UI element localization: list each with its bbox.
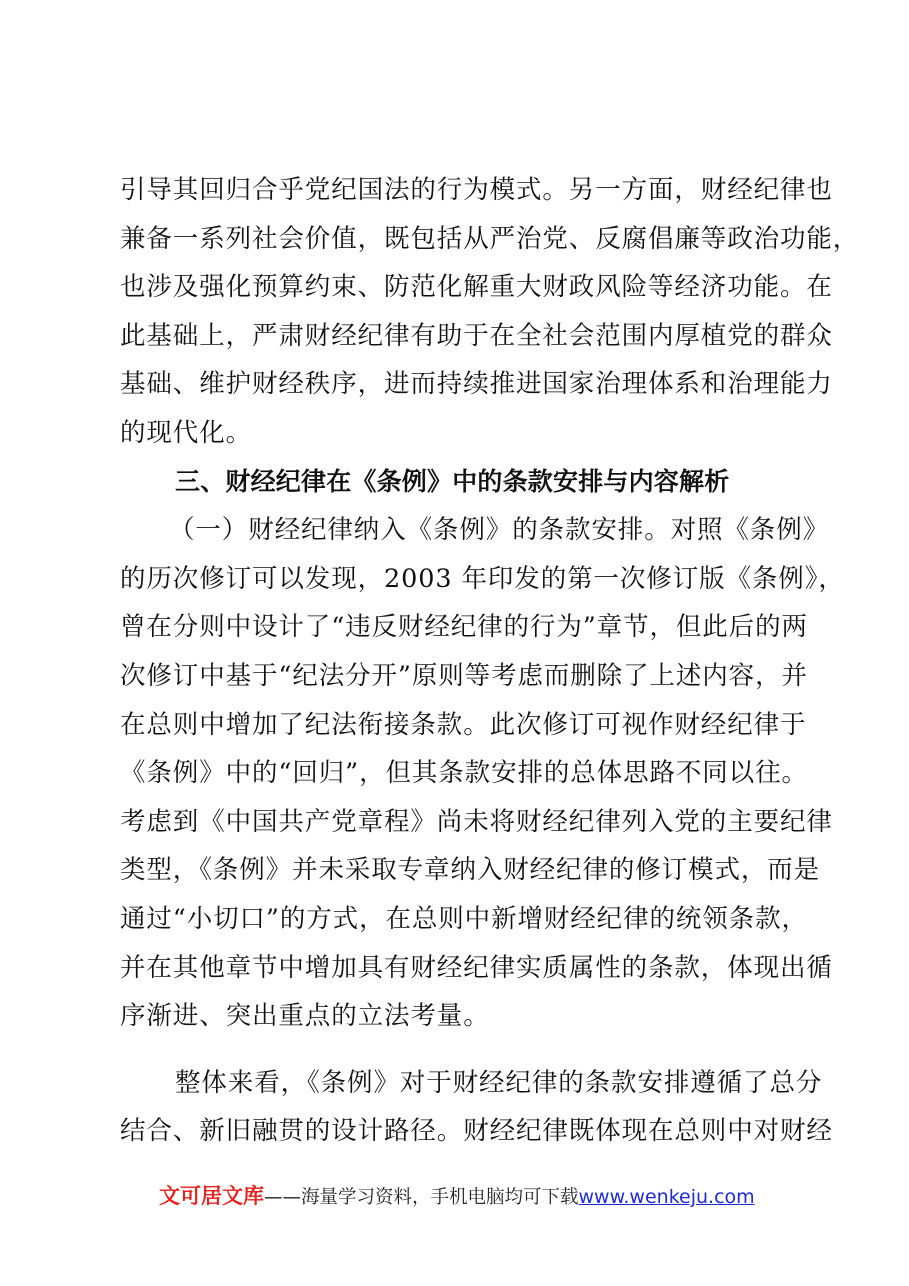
paragraph-line: 结合、新旧融贯的设计路径。财经纪律既体现在总则中对财经 bbox=[120, 1116, 833, 1147]
paragraph-line: 引导其回归合乎党纪国法的行为模式。另一方面，财经纪律也 bbox=[120, 175, 833, 205]
paragraph-line: 此基础上，严肃财经纪律有助于在全社会范围内厚植党的群众 bbox=[120, 320, 833, 351]
paragraph-line: 次修订中基于“纪法分开”原则等考虑而删除了上述内容，并 bbox=[120, 660, 808, 691]
footer-banner bbox=[159, 1182, 799, 1212]
paragraph-line: 的历次修订可以发现，2003 年印发的第一次修订版《条例》， bbox=[120, 563, 845, 594]
paragraph-line: 序渐进、突出重点的立法考量。 bbox=[120, 1001, 490, 1032]
paragraph-line: 整体来看，《条例》对于财经纪律的条款安排遵循了总分 bbox=[175, 1067, 823, 1098]
paragraph-line: 基础、维护财经秩序，进而持续推进国家治理体系和治理能力 bbox=[120, 369, 833, 400]
paragraph-line: 类型，《条例》并未采取专章纳入财经纪律的修订模式，而是 bbox=[120, 855, 821, 886]
paragraph-line: 在总则中增加了纪法衔接条款。此次修订可视作财经纪律于 bbox=[120, 709, 807, 740]
site-link[interactable]: www.wenkeju.com bbox=[578, 1186, 755, 1208]
document-body bbox=[120, 166, 860, 1156]
paragraph-line: 通过“小切口”的方式，在总则中新增财经纪律的统领条款， bbox=[120, 903, 808, 934]
paragraph-line: 考虑到《中国共产党章程》尚未将财经纪律列入党的主要纪律 bbox=[120, 806, 833, 837]
paragraph-line: 并在其他章节中增加具有财经纪律实质属性的条款，体现出循 bbox=[120, 952, 833, 983]
paragraph-line: 《条例》中的“回归”，但其条款安排的总体思路不同以往。 bbox=[120, 758, 808, 789]
subsection-heading-line: （一）财经纪律纳入《条例》的条款安排。对照《条例》 bbox=[169, 515, 830, 546]
paragraph-line: 兼备一系列社会价值，既包括从严治党、反腐倡廉等政治功能， bbox=[120, 223, 860, 254]
paragraph-line: 也涉及强化预算约束、防范化解重大财政风险等经济功能。在 bbox=[120, 272, 833, 303]
paragraph-line: 的现代化。 bbox=[120, 417, 253, 448]
paragraph-line: 曾在分则中设计了“违反财经纪律的行为”章节，但此后的两 bbox=[120, 612, 808, 643]
section-heading: 三、财经纪律在《条例》中的条款安排与内容解析 bbox=[175, 466, 730, 496]
footer-slogan: ——海量学习资料，手机电脑均可下载 bbox=[264, 1187, 579, 1208]
brand-name: 文可居文库 bbox=[159, 1184, 264, 1208]
